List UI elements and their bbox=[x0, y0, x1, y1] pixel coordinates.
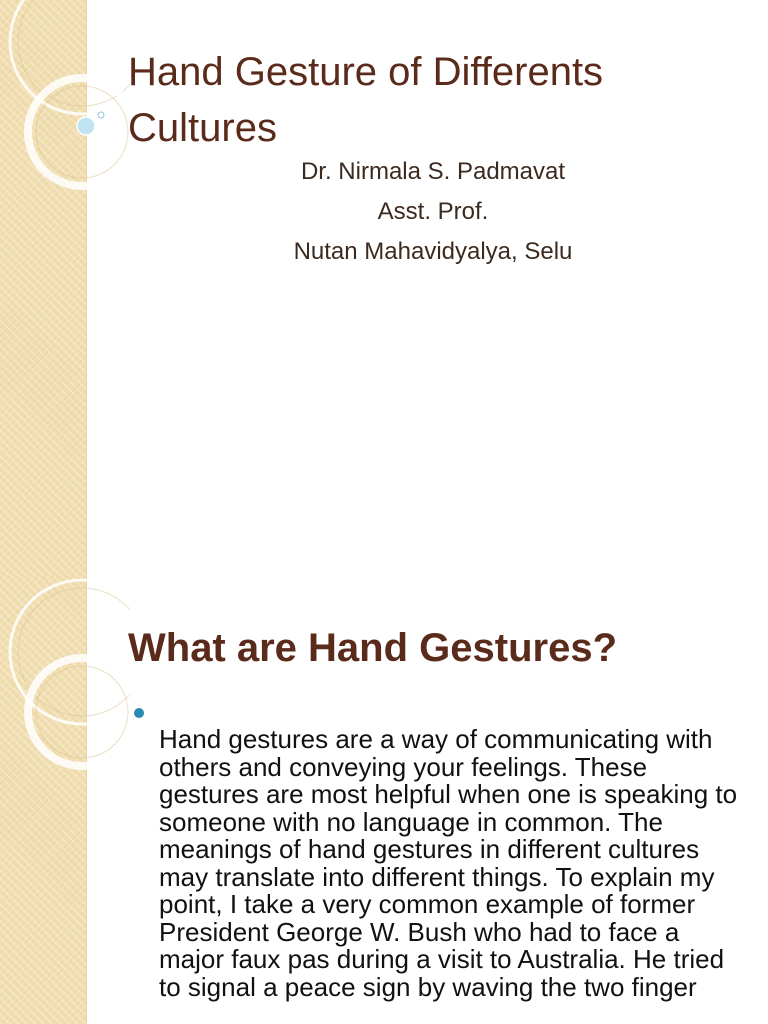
decorative-rings bbox=[0, 576, 130, 776]
slide-title: What are Hand Gestures? bbox=[128, 626, 618, 670]
bullet-icon bbox=[134, 708, 144, 718]
body-paragraph: Hand gestures are a way of communicating with others and conveying your feelings. These gestures are most helpful when one is speaking to someone with no language in common. The meanings of hand gestures in different cultures may translate into different things. To explain my point, I take a very common example of former President George W. Bush who had to face a major faux pas during a visit to Australia. He tried to signal a peace sign by waving the two finger bbox=[159, 724, 738, 1002]
slide-2 bbox=[0, 576, 768, 1024]
slide-subtitle bbox=[128, 152, 738, 272]
slide-title: Hand Gesture of Differents Cultures bbox=[128, 50, 604, 150]
author-name: Dr. Nirmala S. Padmavat bbox=[300, 158, 566, 185]
author-institution: Nutan Mahavidyalya, Selu bbox=[293, 238, 573, 265]
decorative-rings bbox=[0, 0, 130, 200]
author-position: Asst. Prof. bbox=[377, 198, 489, 225]
